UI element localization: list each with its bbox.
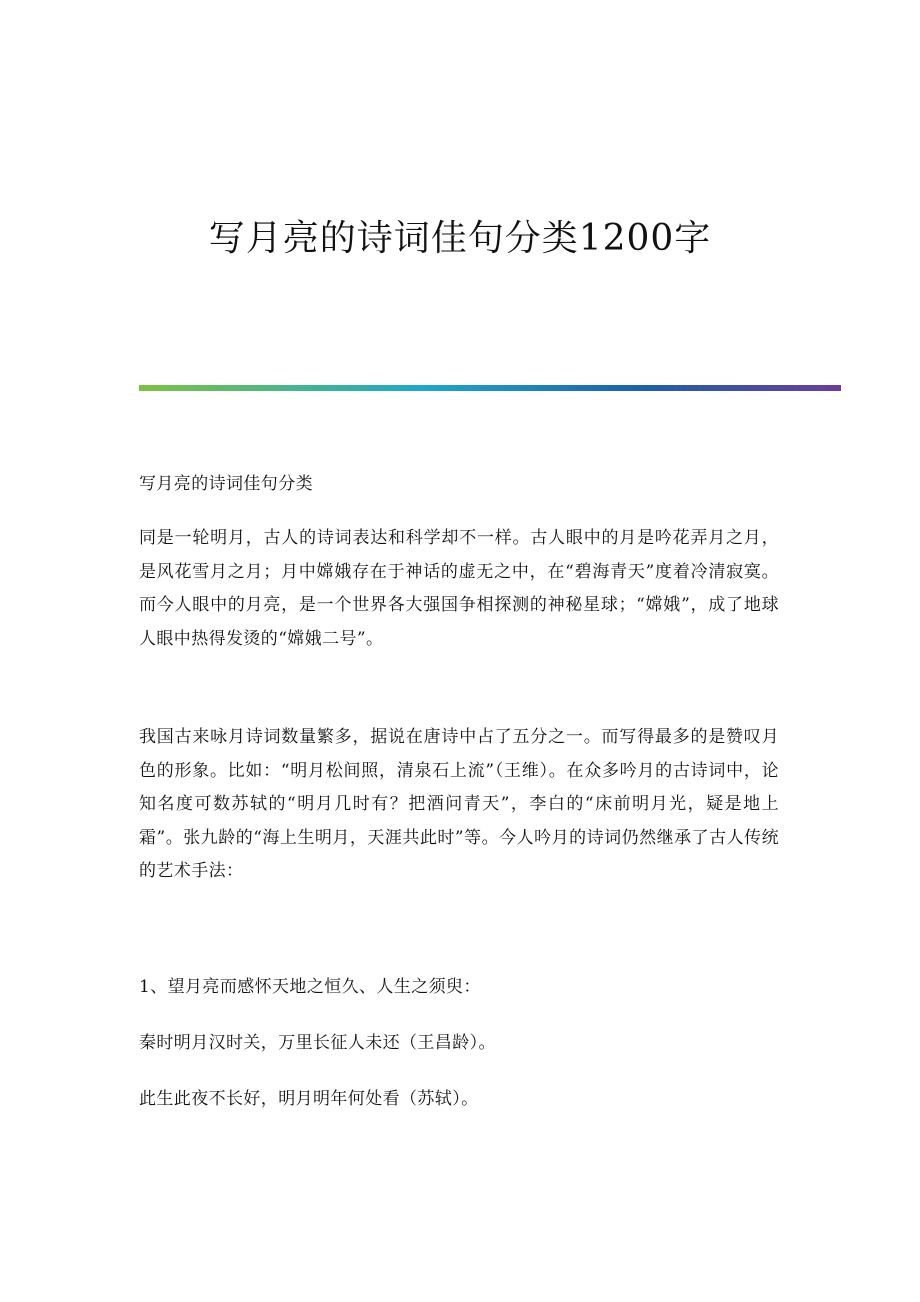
page-title: 写月亮的诗词佳句分类1200字 — [208, 218, 712, 259]
paragraph-intro: 同是一轮明月，古人的诗词表达和科学却不一样。古人眼中的月是吟花弄月之月，是风花雪月之月；月中嫦娥存在于神话的虚无之中，在“碧海青天”度着冷清寂寞。而今人眼中的月亮，是一个世界各大强国争相探测的神秘星球；“嫦娥”，成了地球人眼中热得发烫的“嫦娥二号”。 — [139, 528, 779, 649]
poem-line: 此生此夜不长好，明月明年何处看（苏轼）。 — [139, 1089, 479, 1109]
title-divider — [139, 385, 841, 391]
list-item-heading: 1、望月亮而感怀天地之恒久、人生之须臾： — [139, 977, 481, 997]
poem-line: 秦时明月汉时关，万里长征人未还（王昌龄）。 — [139, 1033, 496, 1053]
section-subtitle: 写月亮的诗词佳句分类 — [139, 474, 313, 494]
paragraph-history: 我国古来咏月诗词数量繁多，据说在唐诗中占了五分之一。而写得最多的是赞叹月色的形象。比如：“明月松间照，清泉石上流”（王维）。在众多吟月的古诗词中，论知名度可数苏轼的“明月几时有？把酒问青天”，李白的“床前明月光，疑是地上霜”。张九龄的“海上生明月，天涯共此时”等。今人吟月的诗词仍然继承了古人传统的艺术手法： — [139, 727, 779, 881]
